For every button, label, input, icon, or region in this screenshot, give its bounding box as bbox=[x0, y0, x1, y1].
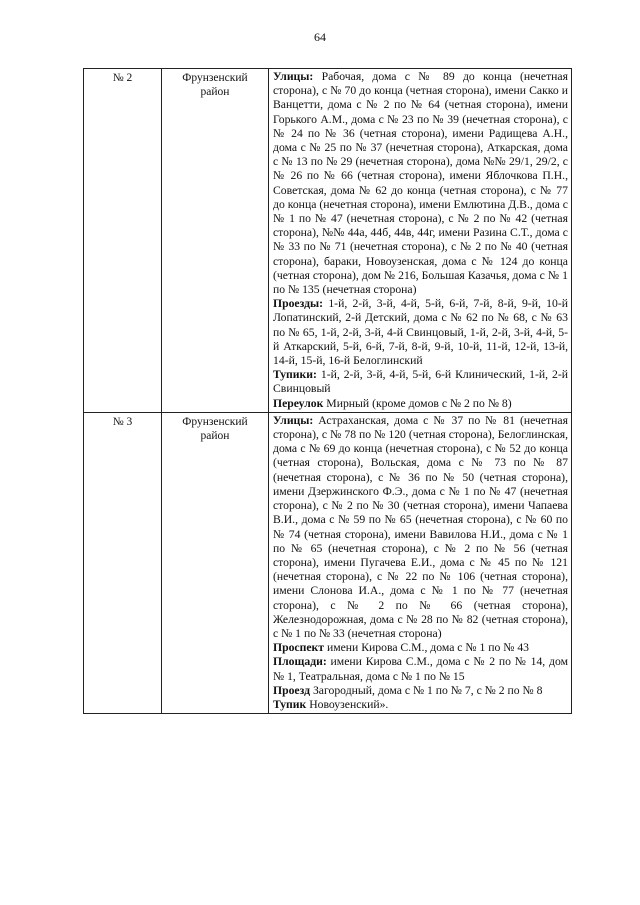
section-label: Площади: bbox=[273, 655, 327, 669]
section-label: Переулок bbox=[273, 396, 324, 410]
section-text: Новоузенский». bbox=[306, 697, 389, 711]
district-name-line: Фрунзенский bbox=[182, 72, 248, 84]
section-dead-end bbox=[273, 698, 568, 712]
districts-table bbox=[83, 68, 572, 714]
section-text: Рабочая, дома с № 89 до конца (нечетная сторона), с № 70 до конца (четная сторона), имени Сакко и Ванцетти, дома с № 2 по № 64 (четная сторона), имени Горького А.М., дома с № 23 по № 39 (нечетная сторона), с № 24 по № 36 (четная сторона), имени Радищева А.Н., дома с № 25 по № 37 (нечетная сторона), Аткарская, дома с № 13 по № 29 (нечетная сторона), дома №№ 29/1, 29/2, с № 26 по № 66 (четная сторона), имени Яблочкова П.Н., Советская, дома № 62 до конца (четная сторона), с № 77 до конца (нечетная сторона), имени Емлютина Д.В., дома с № 1 по № 47 (нечетная сторона), с № 2 по № 42 (четная сторона), №№ 44а, 44б, 44в, 44г, имени Разина С.Т., дома с № 33 по № 71 (нечетная сторона), с № 2 по № 40 (четная сторона), бараки, Новоузенская, дома с № 124 до конца (четная сторона), дом № 216, Большая Казачья, дома с № 1 по № 135 (нечетная сторона) bbox=[273, 70, 568, 297]
section-dead-ends bbox=[273, 368, 568, 396]
section-text: 1-й, 2-й, 3-й, 4-й, 5-й, 6-й, 7-й, 8-й, 9-й, 10-й Лопатинский, 2-й Детский, дома с № 62 по № 68, с № 63 по № 65, 1-й, 2-й, 3-й, 4-й Свинцовый, 1-й, 2-й, 3-й, 4-й, 5-й Аткарский, 5-й, 6-й, 7-й, 8-й, 9-й, 10-й, 11-й, 12-й, 13-й, 14-й, 15-й, 16-й Белоглинский bbox=[273, 297, 568, 368]
section-passage bbox=[273, 684, 568, 698]
section-streets bbox=[273, 70, 568, 297]
section-label: Проспект bbox=[273, 641, 325, 655]
district-name bbox=[162, 69, 269, 413]
section-label: Улицы: bbox=[273, 70, 314, 83]
district-name-line: Фрунзенский bbox=[182, 415, 248, 428]
section-text: имени Кирова С.М., дома с № 2 по № 14, дом № 1, Театральная, дома с № 1 по № 15 bbox=[273, 655, 568, 683]
section-text: имени Кирова С.М., дома с № 1 по № 43 bbox=[324, 641, 530, 655]
streets-cell bbox=[269, 412, 572, 713]
streets-cell bbox=[269, 69, 572, 413]
section-text: Астраханская, дома с № 37 по № 81 (нечетная сторона), с № 78 по № 120 (четная сторона), Белоглинская, дома с № 69 до конца (нечетная сторона), с № 52 до конца (четная сторона), Вольская, дома с № 73 по № 87 (нечетная сторона), с № 36 по № 50 (четная сторона), имени Дзержинского Ф.Э., дома с № 1 по № 47 (нечетная сторона), с № 2 по № 30 (четная сторона), имени Чапаева В.И., дома с № 59 по № 65 (нечетная сторона), с № 60 по № 74 (четная сторона), имени Вавилова Н.И., дома с № 1 по № 65 (нечетная сторона), с № 2 по № 56 (четная сторона), имени Пугачева Е.И., дома с № 45 по № 121 (нечетная сторона), с № 22 по № 106 (четная сторона), имени Слонова И.А., дома с № 1 по № 77 (нечетная сторона), с № 2 по № 66 (четная сторона), Железнодорожная, дома с № 28 по № 82 (четная сторона), с № 1 по № 33 (нечетная сторона) bbox=[273, 413, 568, 640]
district-name-line: район bbox=[200, 86, 230, 98]
table-row bbox=[84, 412, 572, 713]
section-label: Тупик bbox=[273, 697, 307, 711]
section-label: Тупики: bbox=[273, 368, 317, 382]
district-name bbox=[162, 412, 269, 713]
section-streets bbox=[273, 414, 568, 641]
section-label: Улицы: bbox=[273, 413, 314, 427]
section-text: 1-й, 2-й, 3-й, 4-й, 5-й, 6-й Клинический, 1-й, 2-й Свинцовый bbox=[273, 368, 568, 396]
section-text: Мирный (кроме домов с № 2 по № 8) bbox=[323, 396, 512, 410]
district-number: № 3 bbox=[84, 412, 162, 713]
section-avenue bbox=[273, 641, 568, 655]
section-text: Загородный, дома с № 1 по № 7, с № 2 по № 8 bbox=[310, 683, 543, 697]
section-passages bbox=[273, 297, 568, 368]
district-number: № 2 bbox=[84, 69, 162, 413]
section-label: Проезд bbox=[273, 683, 311, 697]
table-row bbox=[84, 69, 572, 413]
district-name-line: район bbox=[200, 429, 230, 442]
section-squares bbox=[273, 655, 568, 683]
page-number: 64 bbox=[314, 30, 326, 44]
section-label: Проезды: bbox=[273, 297, 324, 311]
section-lane bbox=[273, 397, 568, 411]
